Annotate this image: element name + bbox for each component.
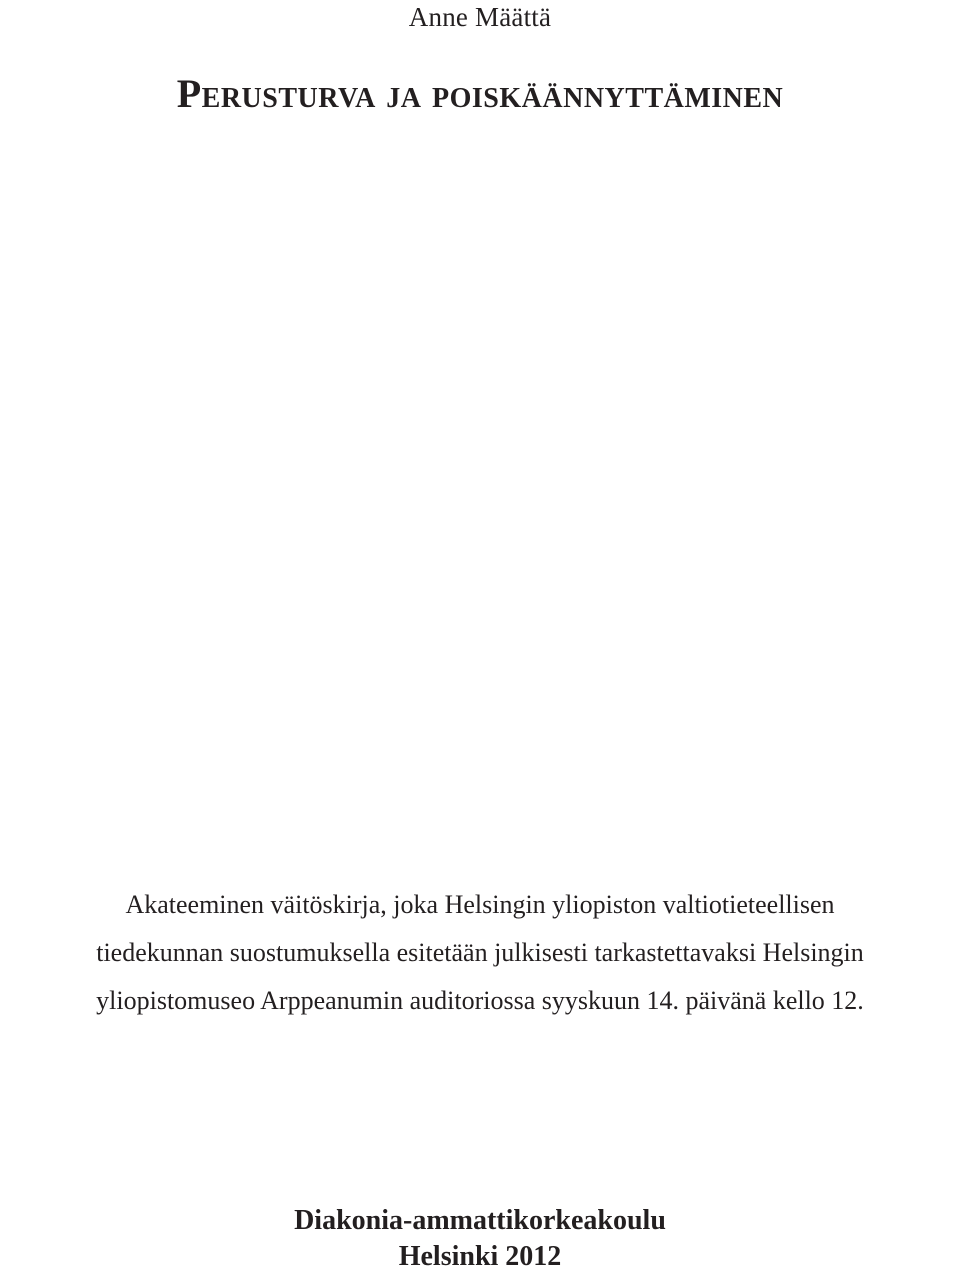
publication-place-year: Helsinki 2012 bbox=[398, 1241, 562, 1272]
publisher-name: Diakonia-ammattikorkeakoulu bbox=[294, 1205, 666, 1236]
statement-line: yliopistomuseo Arppeanumin auditoriossa syyskuun 14. päivänä kello 12. bbox=[96, 986, 864, 1015]
book-title: Perusturva ja poiskäännyttäminen bbox=[176, 71, 784, 116]
statement-line: tiedekunnan suostumuksella esitetään julkisesti tarkastettavaksi Helsingin bbox=[96, 938, 864, 967]
author-name: Anne Määttä bbox=[408, 2, 552, 32]
dissertation-statement bbox=[0, 881, 960, 1025]
publisher-block bbox=[0, 1203, 960, 1275]
statement-line: Akateeminen väitöskirja, joka Helsingin yliopiston valtiotieteellisen bbox=[125, 890, 835, 919]
